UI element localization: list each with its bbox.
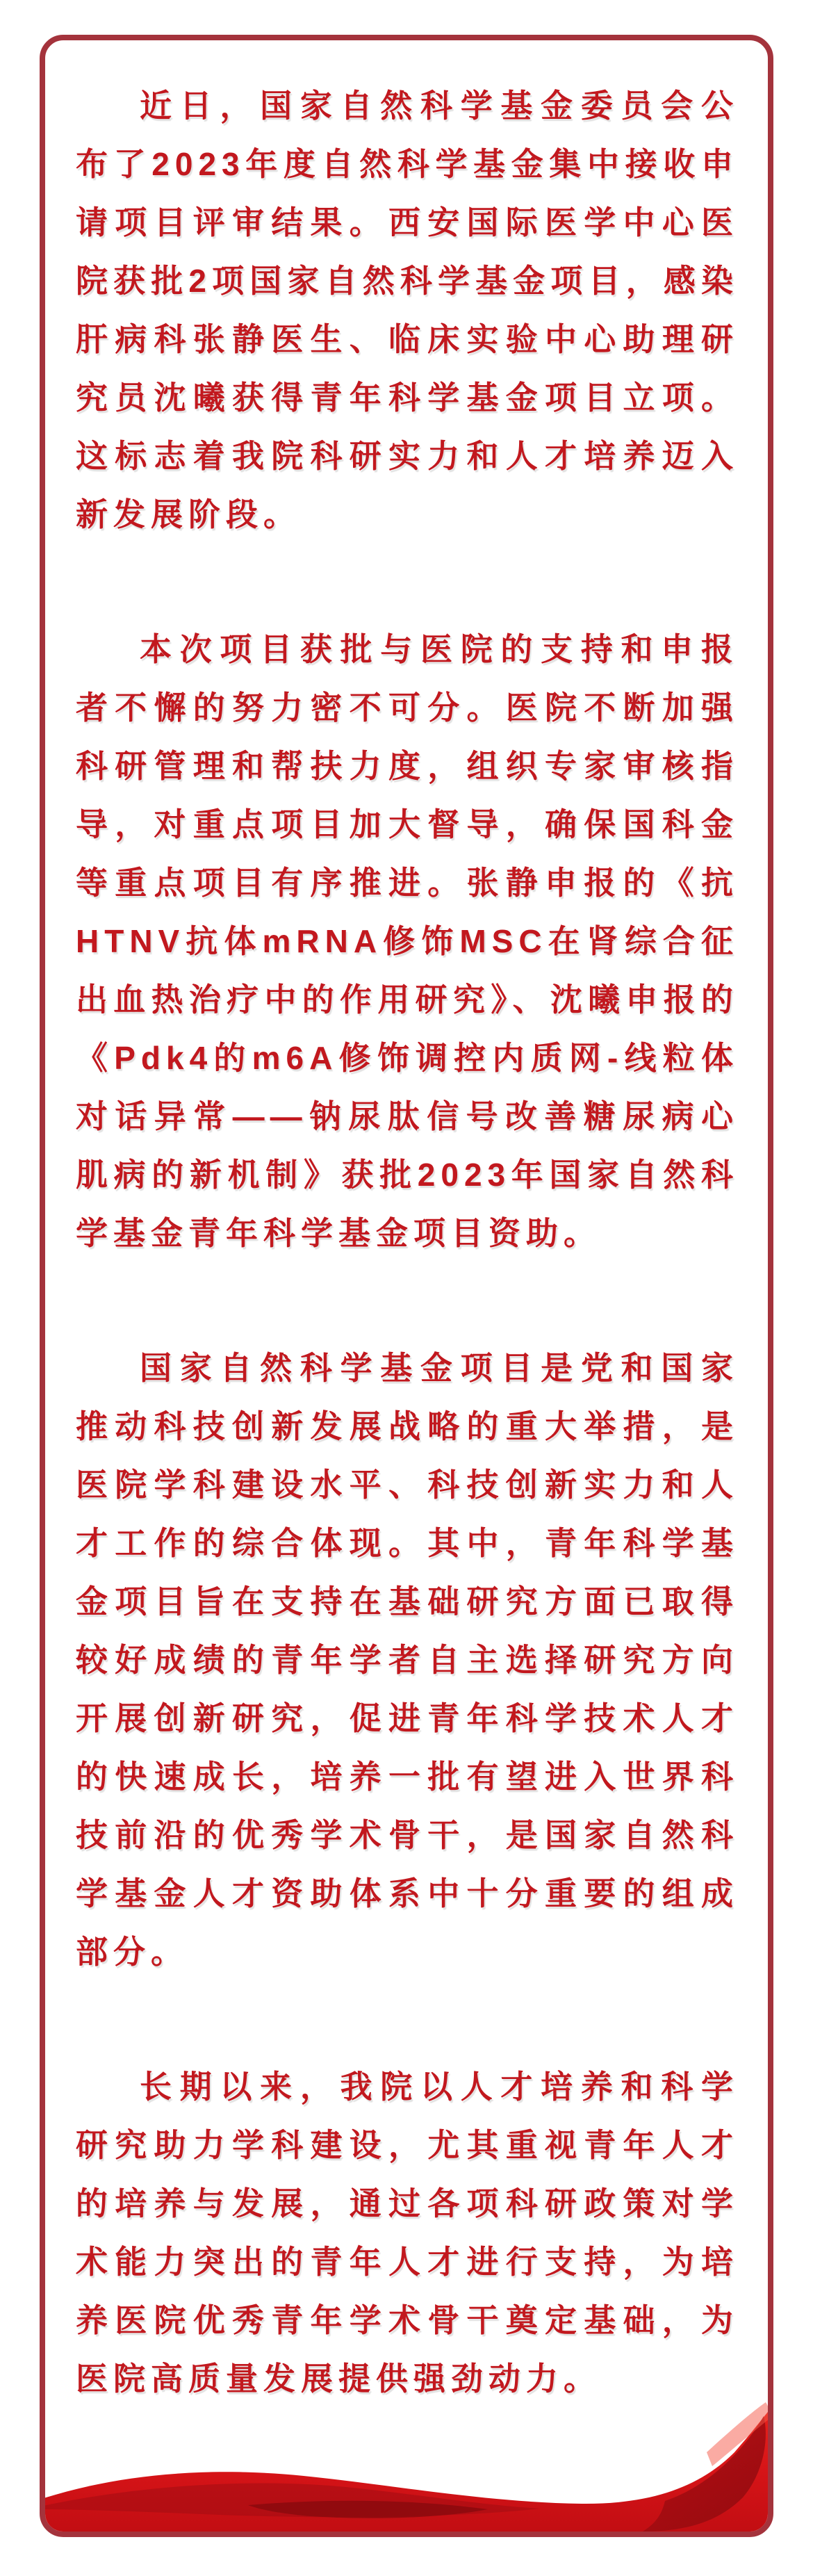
paragraph-intro: 近日，国家自然科学基金委员会公布了2023年度自然科学基金集中接收申请项目评审结果。西安国际医学中心医院获批2项国家自然科学基金项目，感染肝病科张静医生、临床实验中心助理研究员沈曦获得青年科学基金项目立项。这标志着我院科研实力和人才培养迈入新发展阶段。 — [76, 88, 739, 532]
paragraph-hospital-commitment: 长期以来，我院以人才培养和科学研究助力学科建设，尤其重视青年人才的培养与发展，通过各项科研政策对学术能力突出的青年人才进行支持，为培养医院优秀青年学术骨干奠定基础，为医院高质量发展提供强劲动力。 — [76, 2069, 739, 2397]
article-card — [40, 35, 773, 2537]
paragraph-projects: 本次项目获批与医院的支持和申报者不懈的努力密不可分。医院不断加强科研管理和帮扶力度，组织专家审核指导，对重点项目加大督导，确保国科金等重点项目有序推进。张静申报的《抗HTNV抗体mRNA修饰MSC在肾综合征出血热治疗中的作用研究》、沈曦申报的《Pdk4的m6A修饰调控内质网-线粒体对话异常——钠尿肽信号改善糖尿病心肌病的新机制》获批2023年国家自然科学基金青年科学基金项目资助。 — [76, 631, 739, 1251]
paragraph-fund-significance: 国家自然科学基金项目是党和国家推动科技创新发展战略的重大举措，是医院学科建设水平、科技创新实力和人才工作的综合体现。其中，青年科学基金项目旨在支持在基础研究方面已取得较好成绩的青年学者自主选择研究方向开展创新研究，促进青年科学技术人才的快速成长，培养一批有望进入世界科技前沿的优秀学术骨干，是国家自然科学基金人才资助体系中十分重要的组成部分。 — [76, 1350, 739, 1970]
article-body — [45, 40, 768, 2408]
